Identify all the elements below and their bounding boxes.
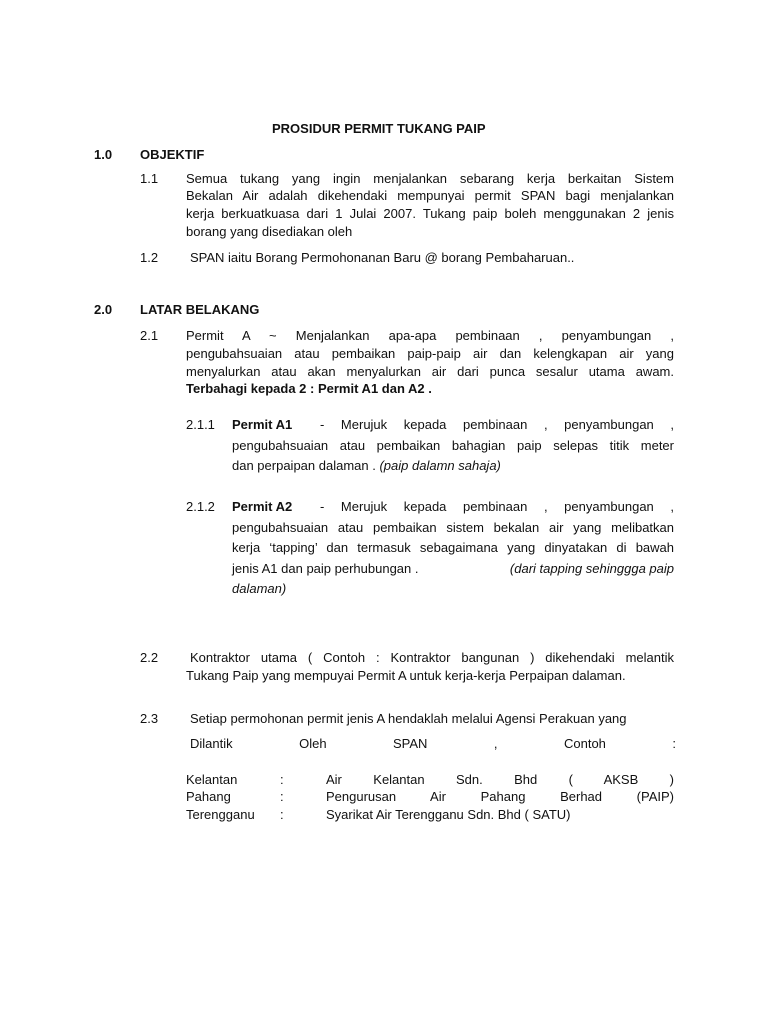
para-2-1-1-line-2: pengubahsuaian atau pembaikan bahagian paip selepas titik meter — [232, 438, 674, 453]
agency-state: Kelantan — [186, 772, 238, 787]
agency-sep: : — [280, 772, 284, 787]
agency-sep: : — [280, 789, 284, 804]
para-1-1-number: 1.1 — [140, 171, 159, 186]
para-1-1-line-1: Semua tukang yang ingin menjalankan sebarang kerja berkaitan Sistem — [186, 171, 674, 186]
page-title: PROSIDUR PERMIT TUKANG PAIP — [272, 121, 486, 136]
para-2-1-line-1: Permit A ~ Menjalankan apa-apa pembinaan , penyambungan , — [186, 328, 674, 343]
para-2-1-line-2: pengubahsuaian atau pembaikan paip-paip air dan kelengkapan air yang — [186, 346, 674, 361]
para-2-3-line-2: Dilantik Oleh SPAN , Contoh : — [190, 736, 676, 751]
para-2-1-1-line-3 — [232, 458, 501, 474]
para-2-1-number: 2.1 — [140, 328, 159, 343]
para-2-1-1-line-1: - Merujuk kepada pembinaan , penyambungan , — [320, 417, 674, 432]
section-2-heading: LATAR BELAKANG — [140, 302, 260, 317]
section-2-number: 2.0 — [94, 302, 113, 317]
para-1-2-number: 1.2 — [140, 250, 159, 265]
para-1-2-text: SPAN iaitu Borang Permohonanan Baru @ borang Pembaharuan.. — [190, 250, 575, 265]
permit-a1-label: Permit A1 — [232, 417, 293, 432]
agency-name: Air Kelantan Sdn. Bhd ( AKSB ) — [326, 772, 674, 787]
agency-sep: : — [280, 807, 284, 822]
para-2-1-line-4: Terbahagi kepada 2 : Permit A1 dan A2 . — [186, 381, 432, 396]
permit-a2-label: Permit A2 — [232, 499, 293, 514]
para-2-1-2-line-3: kerja ‘tapping’ dan termasuk sebagaimana yang dinyatakan di bawah — [232, 540, 674, 555]
para-2-3-number: 2.3 — [140, 711, 159, 726]
agency-name: Syarikat Air Terengganu Sdn. Bhd ( SATU) — [326, 807, 571, 822]
para-1-1-line-4: borang yang disediakan oleh — [186, 224, 353, 239]
para-2-1-2-line-4 — [232, 561, 674, 577]
para-2-1-2-line-1: - Merujuk kepada pembinaan , penyambungan , — [320, 499, 674, 514]
para-2-1-line-3: menyalurkan atau akan menyalurkan air dari punca sesalur utama awam. — [186, 364, 674, 379]
agency-state: Pahang — [186, 789, 231, 804]
para-2-2-line-1: Kontraktor utama ( Contoh : Kontraktor bangunan ) dikehendaki melantik — [190, 650, 674, 665]
para-2-1-2-note: (dari tapping sehinggga paip — [509, 561, 674, 576]
para-1-1-line-2: Bekalan Air adalah dikehendaki mempunyai permit SPAN bagi menjalankan — [186, 188, 674, 203]
section-1-number: 1.0 — [94, 147, 113, 162]
section-1-heading: OBJEKTIF — [140, 147, 205, 162]
para-2-1-2-note-cont: dalaman) — [232, 581, 287, 596]
agency-state: Terengganu — [186, 807, 255, 822]
para-2-1-1-number: 2.1.1 — [186, 417, 215, 432]
para-2-1-2-line-2: pengubahsuaian atau pembaikan sistem bekalan air yang melibatkan — [232, 520, 674, 535]
para-2-1-1-line-3-text: dan perpaipan dalaman . — [232, 458, 376, 473]
para-1-1-line-3: kerja berkuatkuasa dari 1 Julai 2007. Tukang paip boleh menggunakan 2 jenis — [186, 206, 674, 221]
agency-name: Pengurusan Air Pahang Berhad (PAIP) — [326, 789, 674, 804]
para-2-3-line-1: Setiap permohonan permit jenis A hendaklah melalui Agensi Perakuan yang — [190, 711, 627, 726]
para-2-2-number: 2.2 — [140, 650, 159, 665]
para-2-1-2-line-4-text: jenis A1 dan paip perhubungan . — [232, 561, 419, 576]
para-2-1-1-note: (paip dalamn sahaja) — [379, 458, 501, 473]
para-2-1-2-number: 2.1.2 — [186, 499, 215, 514]
para-2-2-line-2: Tukang Paip yang mempuyai Permit A untuk kerja-kerja Perpaipan dalaman. — [186, 668, 626, 683]
